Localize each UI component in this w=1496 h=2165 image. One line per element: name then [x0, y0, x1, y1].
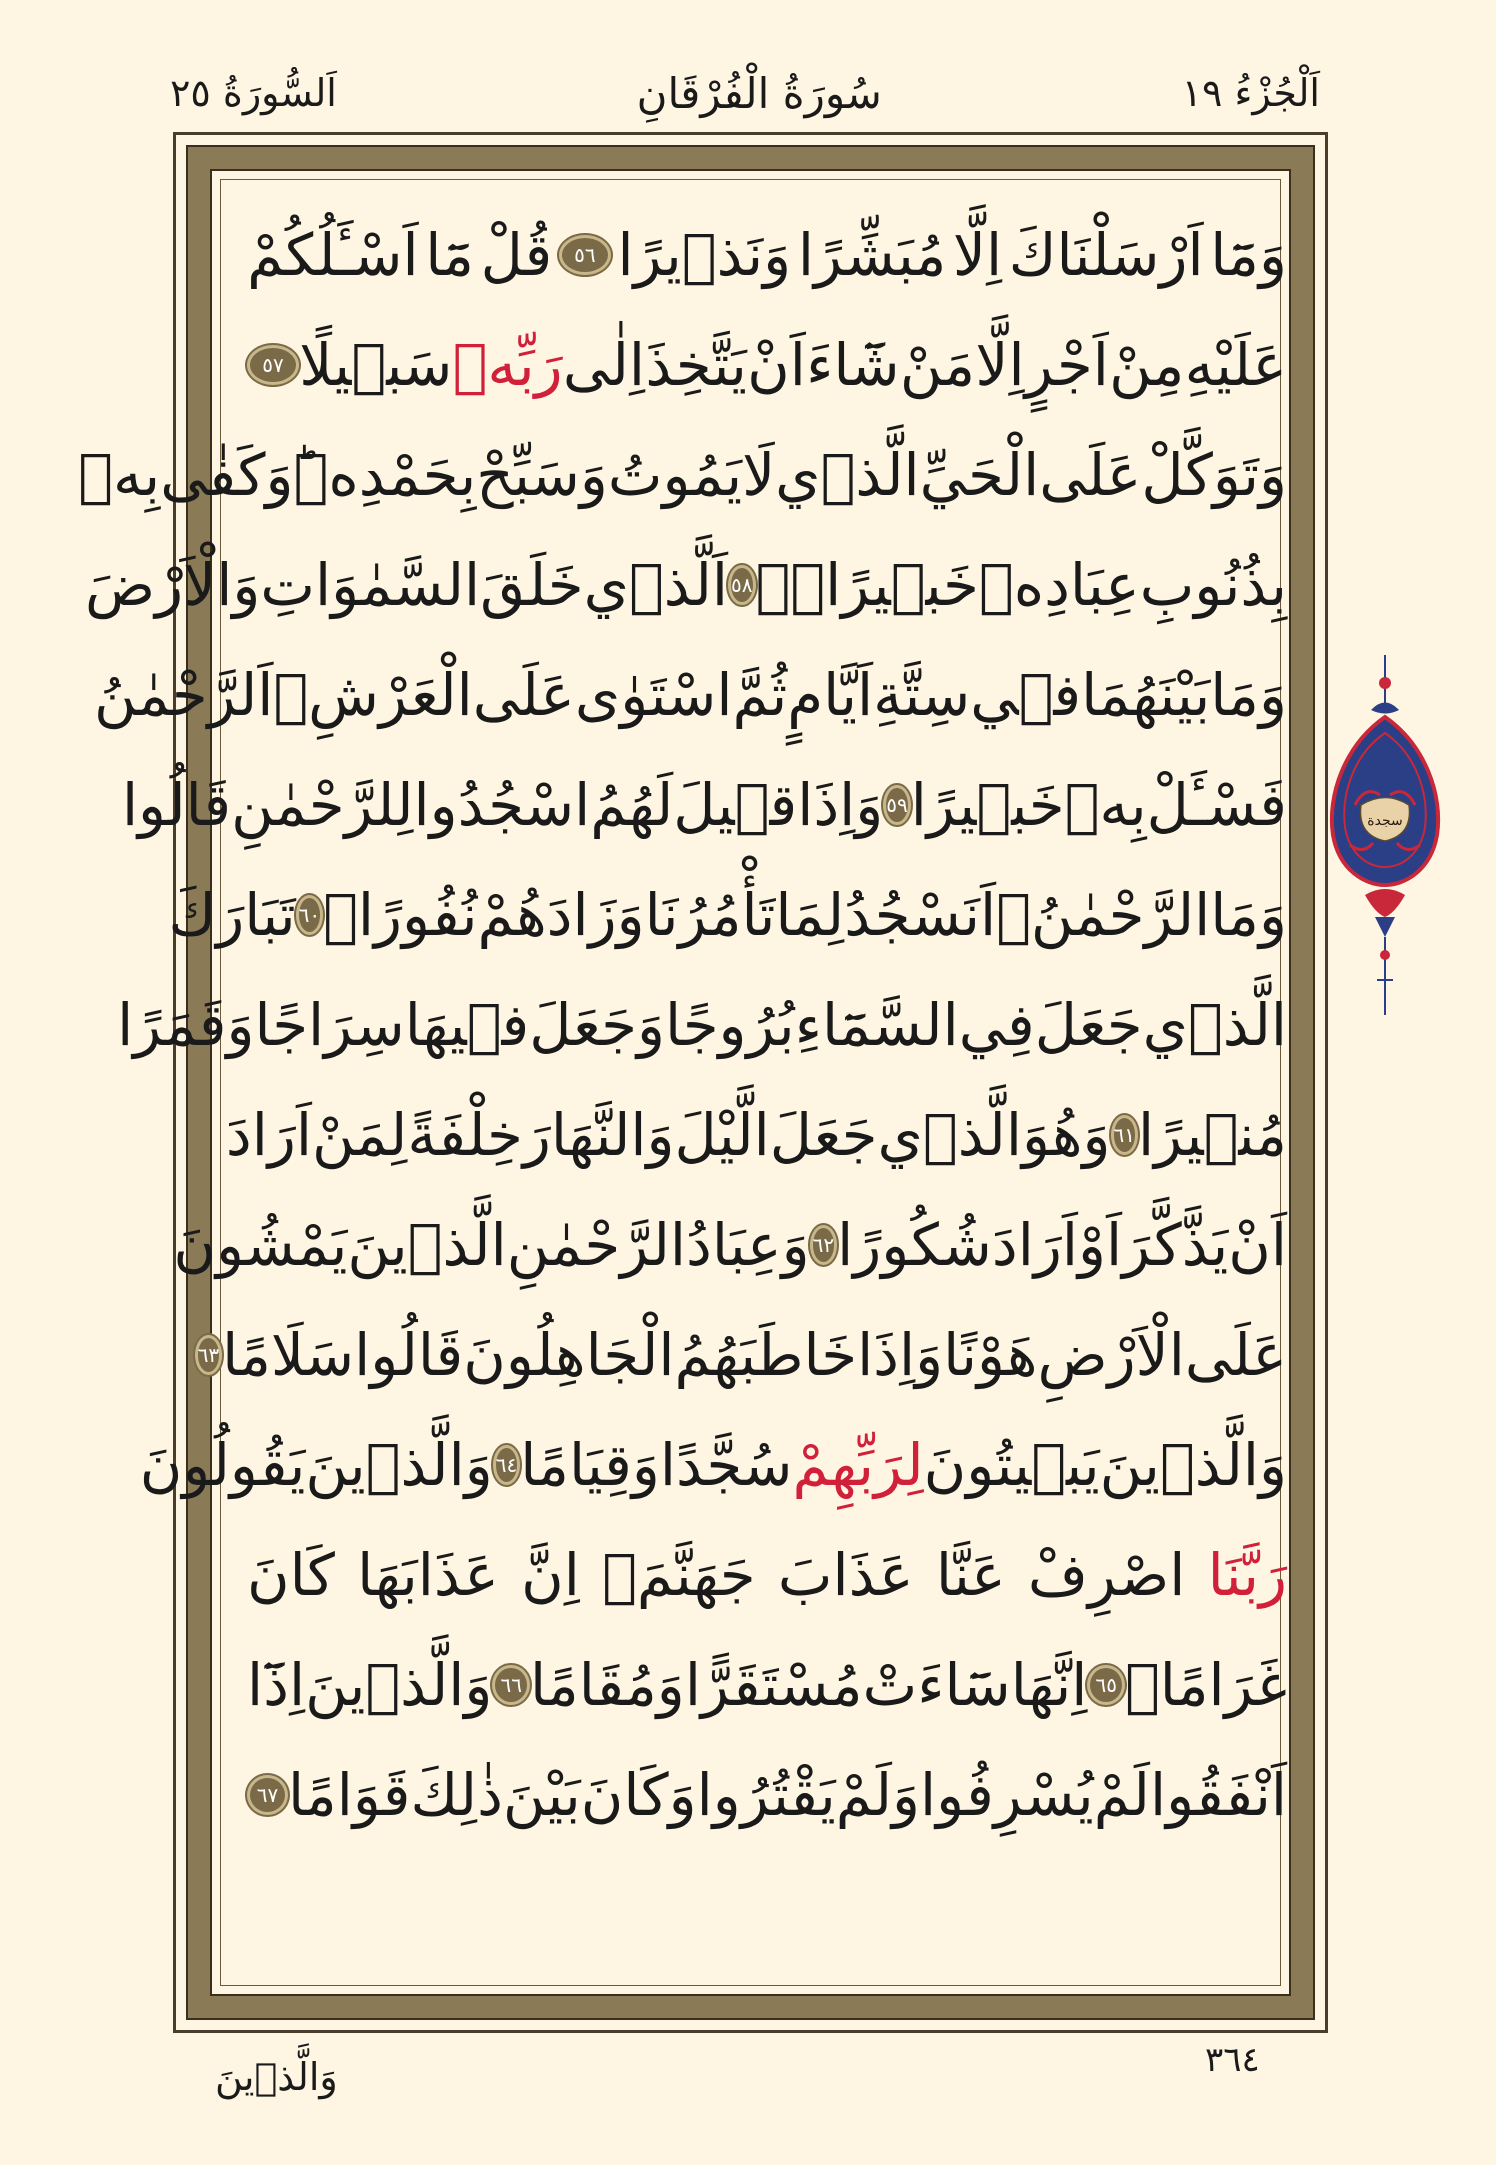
ornament-drop — [1332, 717, 1438, 885]
word: سَب۪يلًا — [299, 331, 453, 399]
ayah-number-marker: ٦٠ — [296, 895, 323, 935]
word: الرَّحْمٰنُۗ — [996, 881, 1211, 949]
word: قَوَامًا — [287, 1761, 411, 1829]
word: وَقِيَامًا — [520, 1431, 660, 1499]
ayah-number-marker: ٥٦ — [559, 235, 611, 275]
word: وَمُقَامًا — [529, 1651, 685, 1719]
word: وَتَوَكَّلْ — [1141, 441, 1287, 509]
word: خَب۪يرًاۚۙ — [755, 551, 979, 619]
highlighted-word: رَبَّنَا — [1207, 1541, 1287, 1609]
word: اِلٰى — [562, 331, 646, 399]
word: الَّذ۪ي — [775, 441, 920, 509]
word: بَيْنَ — [502, 1761, 581, 1829]
word: وَالنَّهَارَ — [522, 1101, 675, 1169]
word: جَهَنَّمَۗ — [602, 1541, 756, 1609]
text-line — [247, 310, 1287, 420]
word: فِي — [958, 991, 1035, 1059]
word: مُن۪يرًا — [1138, 1101, 1287, 1169]
word: لَهُمُ — [590, 771, 674, 839]
word: وَالْاَرْضَ — [85, 551, 261, 619]
word: وَهُوَ — [1021, 1101, 1111, 1169]
word: عَلَى — [472, 661, 575, 729]
word: وَسَبِّحْ — [476, 441, 608, 509]
word: اَنْ — [1228, 1211, 1287, 1279]
word: ف۪يهَا — [404, 991, 530, 1059]
ornament-top-finial — [1371, 655, 1399, 714]
word: يَقُولُونَ — [139, 1431, 306, 1499]
word: سُجَّدًا — [659, 1431, 793, 1499]
highlighted-word: رَبِّه۪ — [452, 331, 563, 399]
text-line — [121, 750, 1287, 860]
highlighted-word: لِرَبِّهِمْ — [792, 1431, 924, 1499]
ayah-number-marker: ٥٨ — [728, 565, 755, 605]
word: خَلَقَ — [480, 551, 584, 619]
ornament-bottom-finial — [1365, 889, 1405, 1015]
word: الْاَرْضِ — [1037, 1321, 1185, 1389]
word: عِبَادِه۪ — [978, 551, 1140, 619]
word: مَنْ — [899, 331, 976, 399]
ayah-number-marker: ٥٧ — [247, 345, 299, 385]
word: عَذَابَ — [777, 1541, 914, 1609]
text-line — [225, 1080, 1287, 1190]
word: اَنْفَقُوا — [1149, 1761, 1287, 1829]
word: اَنَسْجُدُ — [844, 881, 997, 949]
word: وَالَّذ۪ينَ — [305, 1431, 493, 1499]
word: يَتَّخِذَ — [645, 331, 747, 399]
word: بِه۪ — [78, 441, 161, 509]
word: اَرَادَ — [991, 1211, 1078, 1279]
word: عَلَى — [1184, 1321, 1287, 1389]
catchword: وَالَّذ۪ينَ — [215, 2055, 338, 2099]
word: يَمْشُونَ — [173, 1211, 348, 1279]
text-line — [247, 200, 1287, 310]
text-line — [85, 530, 1287, 640]
word: يَذَّكَّرَ — [1122, 1211, 1229, 1279]
text-line — [247, 1740, 1287, 1850]
ayah-number-marker: ٦٤ — [493, 1445, 520, 1485]
word: بُرُوجًا — [665, 991, 795, 1059]
word: اَسْـَٔلُكُمْ — [247, 221, 419, 289]
word: بِه۪ — [1064, 771, 1147, 839]
word: وَكَانَ — [580, 1761, 697, 1829]
ayah-number-marker: ٦٦ — [492, 1665, 530, 1705]
quran-text-block — [78, 200, 1287, 1990]
word: اَيَّامٍ — [787, 661, 874, 729]
word: وَزَادَهُمْ — [477, 881, 645, 949]
word: كَانَ — [247, 1541, 335, 1609]
word: اِذَٓا — [247, 1651, 306, 1719]
text-line — [247, 1520, 1287, 1630]
word: اِلَّا — [975, 331, 1025, 399]
page-number: ٣٦٤ — [1205, 2040, 1260, 2080]
text-line — [78, 420, 1287, 530]
text-line — [168, 860, 1287, 970]
word: اَلرَّحْمٰنُ — [94, 661, 274, 729]
text-line — [247, 1630, 1287, 1740]
word: بِحَمْدِه۪ؕ — [293, 441, 477, 509]
word: اَلَّذ۪ي — [583, 551, 729, 619]
word: اَرَادَ — [225, 1101, 312, 1169]
word: يُسْرِفُوا — [920, 1761, 1094, 1829]
ayah-number-marker: ٦٧ — [247, 1775, 288, 1815]
word: خَاطَبَهُمُ — [674, 1321, 858, 1389]
word: مُسْتَقَرًّا — [684, 1651, 863, 1719]
word: عَلَى — [1039, 441, 1142, 509]
word: وَمَا — [1210, 881, 1287, 949]
word: تَبَارَكَ — [168, 881, 296, 949]
word: جَعَلَ — [1034, 991, 1143, 1059]
ayah-number-marker: ٥٩ — [883, 785, 910, 825]
word: الَّذ۪ينَ — [347, 1211, 507, 1279]
word: ف۪ي — [970, 661, 1082, 729]
text-line — [197, 1300, 1287, 1410]
text-line — [94, 640, 1287, 750]
word: اسْتَوٰى — [574, 661, 733, 729]
word: اَوْ — [1077, 1211, 1123, 1279]
surah-number-label: اَلسُّورَةُ ٢٥ — [170, 71, 337, 115]
word: وَقَمَرًا — [117, 991, 255, 1059]
word: مِنْ — [1109, 331, 1185, 399]
word: عَلَيْهِ — [1184, 331, 1287, 399]
word: هَوْنًا — [943, 1321, 1038, 1389]
word: قُلْ — [480, 221, 553, 289]
surah-title: سُورَةُ الْفُرْقَانِ — [636, 68, 882, 118]
word: غَرَامًاۗ — [1125, 1651, 1287, 1719]
word: لِلرَّحْمٰنِ — [231, 771, 414, 839]
word: ذٰلِكَ — [410, 1761, 503, 1829]
word: خِلْفَةً — [407, 1101, 523, 1169]
word: سَٓاءَتْ — [862, 1651, 1011, 1719]
word: لِمَا — [775, 881, 845, 949]
word: اَجْرٍ — [1024, 331, 1109, 399]
word: سِتَّةِ — [873, 661, 971, 729]
word: جَعَلَ — [769, 1101, 878, 1169]
text-line — [139, 1410, 1287, 1520]
word: يَمُوتُ — [607, 441, 743, 509]
word: اِلَّا — [952, 221, 1003, 289]
word: بَيْنَهُمَا — [1081, 661, 1211, 729]
word: اِنَّ — [521, 1541, 580, 1609]
word: الْعَرْشِۚ — [273, 661, 473, 729]
word: عَنَّا — [935, 1541, 1006, 1609]
word: السَّمَٓاءِ — [794, 991, 959, 1059]
word: اَنْ — [747, 331, 806, 399]
ayah-number-marker: ٦٢ — [810, 1225, 837, 1265]
word: وَالَّذ۪ينَ — [305, 1651, 493, 1719]
word: الَّذ۪ي — [877, 1101, 1022, 1169]
word: قَالُوا — [354, 1321, 464, 1389]
word: وَمَا — [1210, 661, 1287, 729]
word: اِنَّهَا — [1010, 1651, 1088, 1719]
word: سِرَاجًا — [254, 991, 405, 1059]
ayah-number-marker: ٦٣ — [195, 1335, 222, 1375]
word: اسْجُدُوا — [413, 771, 591, 839]
word: يَب۪يتُونَ — [923, 1431, 1100, 1499]
word: شُكُورًا — [837, 1211, 992, 1279]
text-line — [117, 970, 1287, 1080]
ayah-number-marker: ٦١ — [1111, 1115, 1138, 1155]
word: وَجَعَلَ — [529, 991, 666, 1059]
word: وَالَّذ۪ينَ — [1099, 1431, 1287, 1499]
word: مُبَشِّرًا — [797, 221, 947, 289]
word: اَرْسَلْنَاكَ — [1008, 221, 1204, 289]
word: شَٓاءَ — [806, 331, 900, 399]
word: بِذُنُوبِ — [1139, 551, 1287, 619]
word: لَا — [742, 441, 776, 509]
word: الْحَيِّ — [919, 441, 1040, 509]
ayah-number-marker: ٦٥ — [1087, 1665, 1125, 1705]
word: وَعِبَادُ — [686, 1211, 810, 1279]
text-line — [173, 1190, 1287, 1300]
word: يَقْتُرُوا — [696, 1761, 836, 1829]
word: وَمَٓا — [1210, 221, 1287, 289]
word: وَاِذَا — [857, 1321, 944, 1389]
juz-label: اَلْجُزْءُ ١٩ — [1181, 71, 1320, 115]
word: ثُمَّ — [732, 661, 788, 729]
word: فَسْـَٔلْ — [1146, 771, 1287, 839]
word: الَّيْلَ — [674, 1101, 770, 1169]
word: قَالُوا — [121, 771, 232, 839]
sajda-label: سجدة — [1367, 813, 1403, 829]
word: اصْرِفْ — [1027, 1541, 1186, 1609]
word: الرَّحْمٰنِ — [506, 1211, 687, 1279]
word: وَلَمْ — [835, 1761, 920, 1829]
word: ق۪يلَ — [673, 771, 798, 839]
word: الَّذ۪ي — [1142, 991, 1287, 1059]
word: وَنَذ۪يرًا — [617, 221, 792, 289]
sajda-ornament — [1325, 655, 1445, 1015]
word: تَأْمُرُنَا — [644, 881, 776, 949]
word: نُفُورًا۟ — [323, 881, 478, 949]
word: لِمَنْ — [311, 1101, 408, 1169]
word: وَكَفٰى — [160, 441, 294, 509]
page-header — [170, 58, 1320, 128]
word: مَٓا — [425, 221, 474, 289]
word: السَّمٰوَاتِ — [260, 551, 481, 619]
word: سَلَامًا — [222, 1321, 355, 1389]
word: عَذَابَهَا — [357, 1541, 499, 1609]
word: خَب۪يرًا — [910, 771, 1065, 839]
word: وَاِذَا — [797, 771, 884, 839]
word: الْجَاهِلُونَ — [463, 1321, 675, 1389]
word: لَمْ — [1093, 1761, 1150, 1829]
